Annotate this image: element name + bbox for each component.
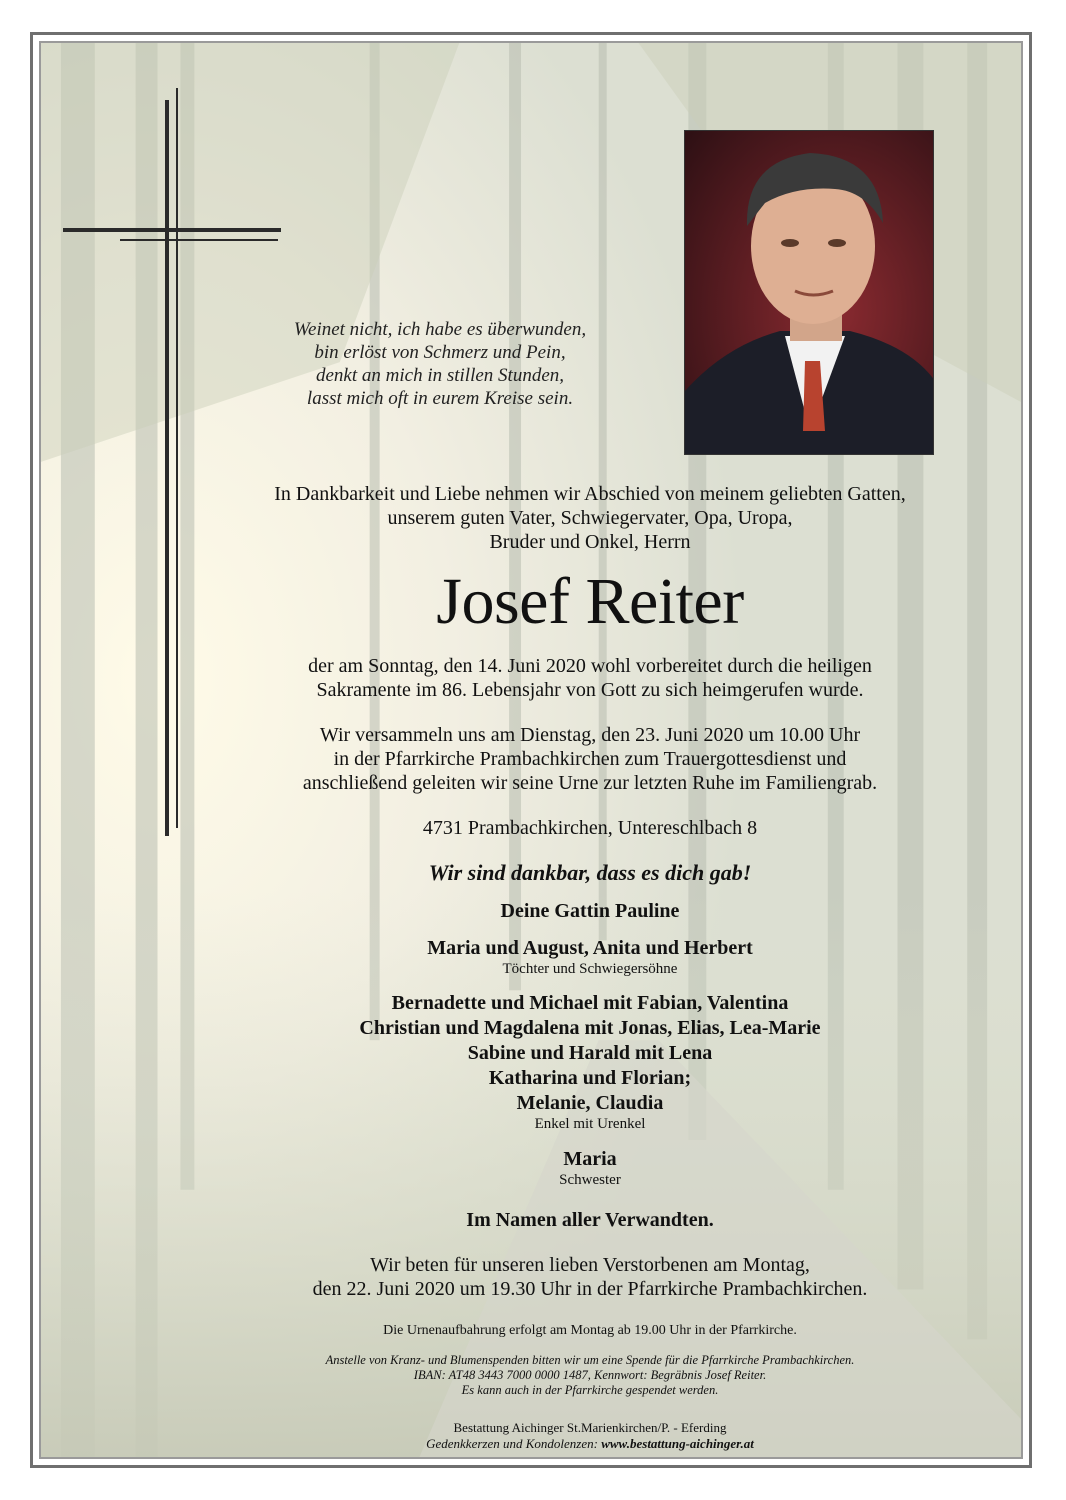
mourner-sister: Maria: [563, 1148, 617, 1170]
cross-horizontal-bar-thin: [120, 239, 278, 241]
condolence-label: Gedenkkerzen und Kondolenzen:: [426, 1436, 602, 1451]
mourner-sister-label: Schwester: [559, 1172, 621, 1188]
mourner-grandchildren: [90, 991, 1066, 1116]
verse-line: Weinet nicht, ich habe es überwunden,: [293, 319, 587, 340]
prayer-line: den 22. Juni 2020 um 19.30 Uhr in der Pfarrkirche Prambachkirchen.: [312, 1278, 868, 1300]
mourner-daughters-label: Töchter und Schwiegersöhne: [502, 961, 678, 977]
donation-line: Es kann auch in der Pfarrkirche gespendet werden.: [461, 1383, 719, 1397]
closing-line: Im Namen aller Verwandten.: [466, 1209, 714, 1231]
death-notice: [90, 654, 1066, 702]
mourner-daughters: Maria und August, Anita und Herbert: [427, 937, 753, 959]
intro-line: In Dankbarkeit und Liebe nehmen wir Abschied von meinem geliebten Gatten,: [274, 483, 906, 505]
verse-line: denkt an mich in stillen Stunden,: [315, 365, 564, 386]
deceased-name: Josef Reiter: [436, 565, 744, 638]
prayer-line: Wir beten für unseren lieben Verstorbenen am Montag,: [370, 1254, 810, 1276]
mourner-grandchildren-label: Enkel mit Urenkel: [534, 1116, 646, 1132]
death-notice-line: Sakramente im 86. Lebensjahr von Gott zu sich heimgerufen wurde.: [316, 679, 864, 701]
website-link[interactable]: www.bestattung-aichinger.at: [601, 1436, 754, 1451]
cross-vertical-bar-thin: [176, 88, 178, 828]
intro-line: unserem guten Vater, Schwiegervater, Opa, Uropa,: [387, 507, 793, 529]
death-notice-line: der am Sonntag, den 14. Juni 2020 wohl vorbereitet durch die heiligen: [308, 655, 872, 677]
cross-horizontal-bar: [63, 228, 281, 232]
verse-line: bin erlöst von Schmerz und Pein,: [314, 342, 566, 363]
intro-text: [90, 482, 1066, 554]
service-line: in der Pfarrkirche Prambachkirchen zum Trauergottesdienst und: [333, 748, 847, 770]
grandchildren-line: Christian und Magdalena mit Jonas, Elias, Lea-Marie: [359, 1017, 821, 1039]
grandchildren-line: Bernadette und Michael mit Fabian, Valentina: [391, 992, 789, 1014]
portrait-photo: [684, 130, 934, 455]
donation-line: Anstelle von Kranz- und Blumenspenden bitten wir um eine Spende für die Pfarrkirche Prambachkirchen.: [325, 1353, 855, 1367]
service-notice: [90, 723, 1066, 795]
service-line: Wir versammeln uns am Dienstag, den 23. Juni 2020 um 10.00 Uhr: [319, 724, 861, 746]
motto: Wir sind dankbar, dass es dich gab!: [428, 860, 752, 885]
mourner-wife: Deine Gattin Pauline: [500, 900, 680, 922]
donation-notice: [90, 1353, 1066, 1398]
intro-line: Bruder und Onkel, Herrn: [489, 531, 691, 553]
funeral-home: Bestattung Aichinger St.Marienkirchen/P. - Eferding: [453, 1420, 727, 1435]
service-line: anschließend geleiten wir seine Urne zur letzten Ruhe im Familiengrab.: [302, 772, 878, 794]
memorial-verse: [230, 318, 650, 410]
prayer-notice: [90, 1253, 1066, 1301]
grandchildren-line: Sabine und Harald mit Lena: [467, 1042, 713, 1064]
donation-line: IBAN: AT48 3443 7000 0000 1487, Kennwort: Begräbnis Josef Reiter.: [413, 1368, 767, 1382]
grandchildren-line: Melanie, Claudia: [516, 1092, 664, 1114]
condolence-line: [90, 1436, 1066, 1451]
verse-line: lasst mich oft in eurem Kreise sein.: [306, 388, 574, 409]
urn-notice: Die Urnenaufbahrung erfolgt am Montag ab 19.00 Uhr in der Pfarrkirche.: [383, 1323, 797, 1338]
address: 4731 Prambachkirchen, Untereschlbach 8: [422, 817, 758, 839]
grandchildren-line: Katharina und Florian;: [488, 1067, 692, 1089]
